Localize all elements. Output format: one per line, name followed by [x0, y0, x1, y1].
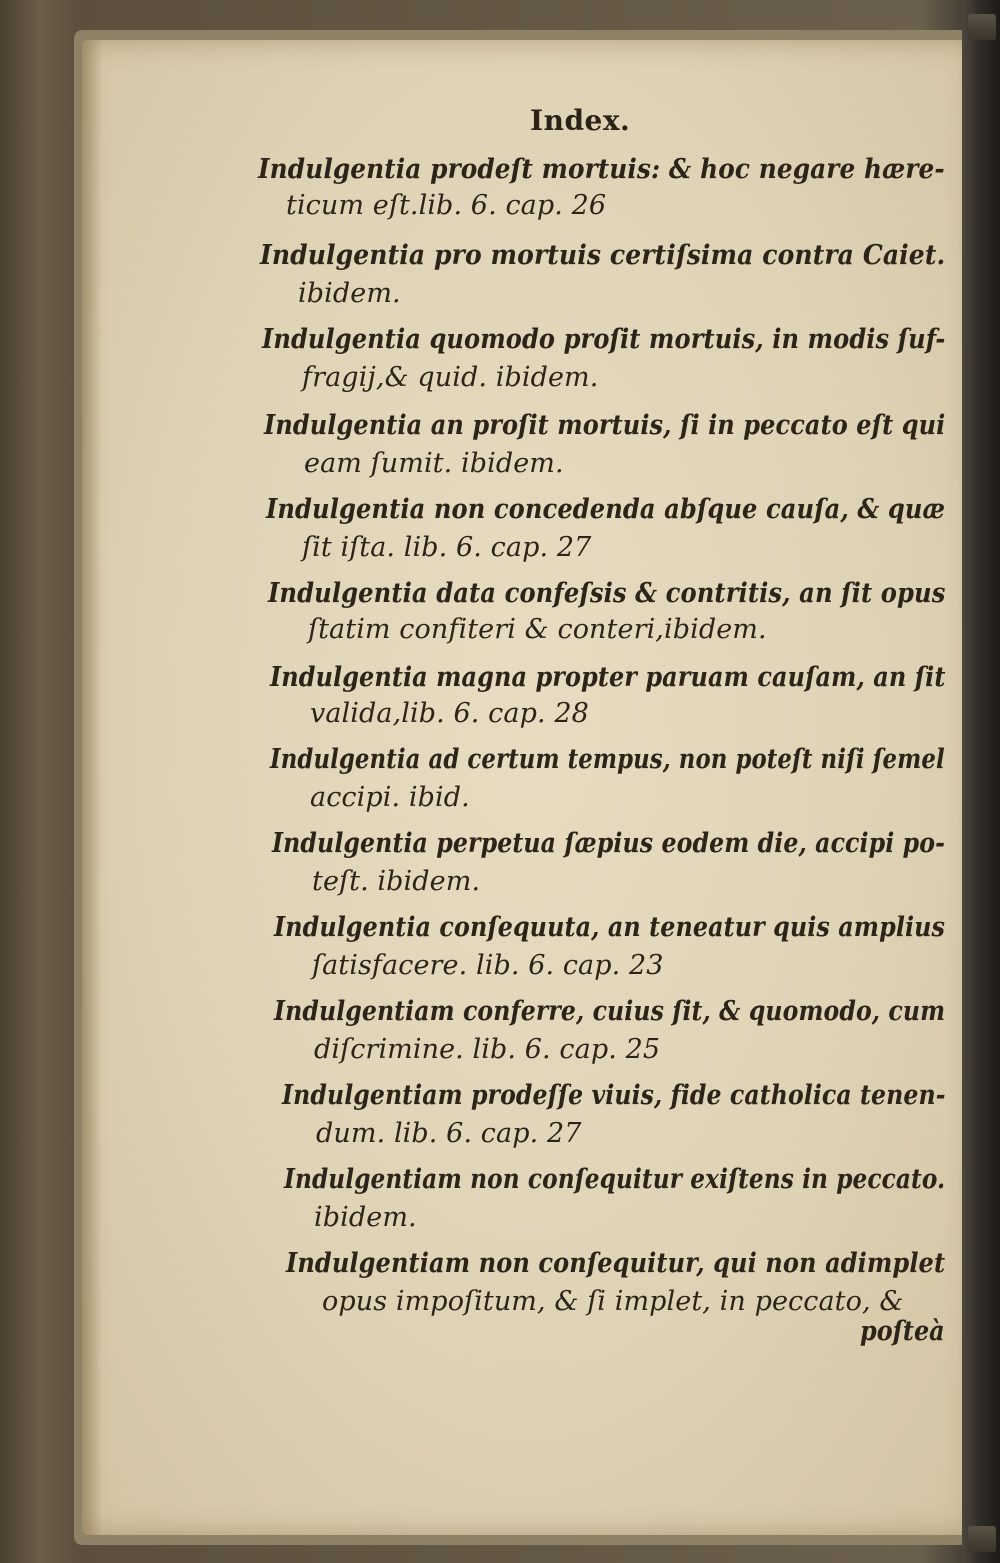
index-entry-line: ibidem.	[314, 1202, 417, 1233]
index-entry-line: Indulgentia quomodo proſit mortuis, in modis ſuf-	[262, 324, 946, 355]
index-entry-line: Indulgentiam non conſequitur exiſtens in peccato.	[284, 1164, 946, 1195]
index-entry-line: teſt. ibidem.	[312, 866, 481, 897]
index-entry-line: Indulgentia ad certum tempus, non poteſt niſi ſemel	[270, 744, 945, 775]
index-entry-line: ſatisfacere. lib. 6. cap. 23	[312, 950, 664, 981]
index-entry-line: Indulgentia pro mortuis certiſsima contra Caiet.	[260, 240, 946, 271]
index-entry-line: eam ſumit. ibidem.	[304, 448, 564, 479]
catchword: poſteà	[860, 1316, 945, 1347]
index-entry-line: accipi. ibid.	[310, 782, 470, 813]
index-entry-line: Indulgentia non concedenda abſque cauſa, & quæ	[266, 494, 946, 525]
index-entry-line: Indulgentiam non conſequitur, qui non adimplet	[286, 1248, 946, 1279]
index-entry-line: fragij,& quid. ibidem.	[302, 362, 599, 393]
index-entry-line: Indulgentia an proſit mortuis, ſi in peccato eſt qui	[264, 410, 946, 441]
running-head: Index.	[530, 104, 631, 137]
index-entry-line: Indulgentia data confeſsis & contritis, an ſit opus	[268, 578, 946, 609]
index-entry-line: ſtatim confiteri & conteri,ibidem.	[308, 614, 767, 645]
index-entry-line: Indulgentia perpetua ſæpius eodem die, accipi po-	[272, 828, 946, 859]
index-entry-line: Indulgentiam conferre, cuius ſit, & quomodo, cum	[274, 996, 946, 1027]
index-entry-line: diſcrimine. lib. 6. cap. 25	[314, 1034, 661, 1065]
index-entry-line: opus impoſitum, & ſi implet, in peccato, &	[322, 1286, 904, 1317]
index-entry-line: Indulgentia conſequuta, an teneatur quis amplius	[274, 912, 946, 943]
index-entry-line: valida,lib. 6. cap. 28	[310, 698, 589, 729]
index-entry-line: Indulgentiam prodeſſe viuis, fide catholica tenen-	[282, 1080, 946, 1111]
index-entry-line: ſit iſta. lib. 6. cap. 27	[302, 532, 592, 563]
index-entry-line: ibidem.	[298, 278, 401, 309]
index-entry-line: Indulgentia prodeſt mortuis: & hoc negare hære-	[258, 154, 945, 185]
index-entry-line: dum. lib. 6. cap. 27	[316, 1118, 582, 1149]
index-entry-line: ticum eſt.lib. 6. cap. 26	[286, 190, 607, 221]
index-entry-line: Indulgentia magna propter paruam cauſam, an ſit	[270, 662, 946, 693]
